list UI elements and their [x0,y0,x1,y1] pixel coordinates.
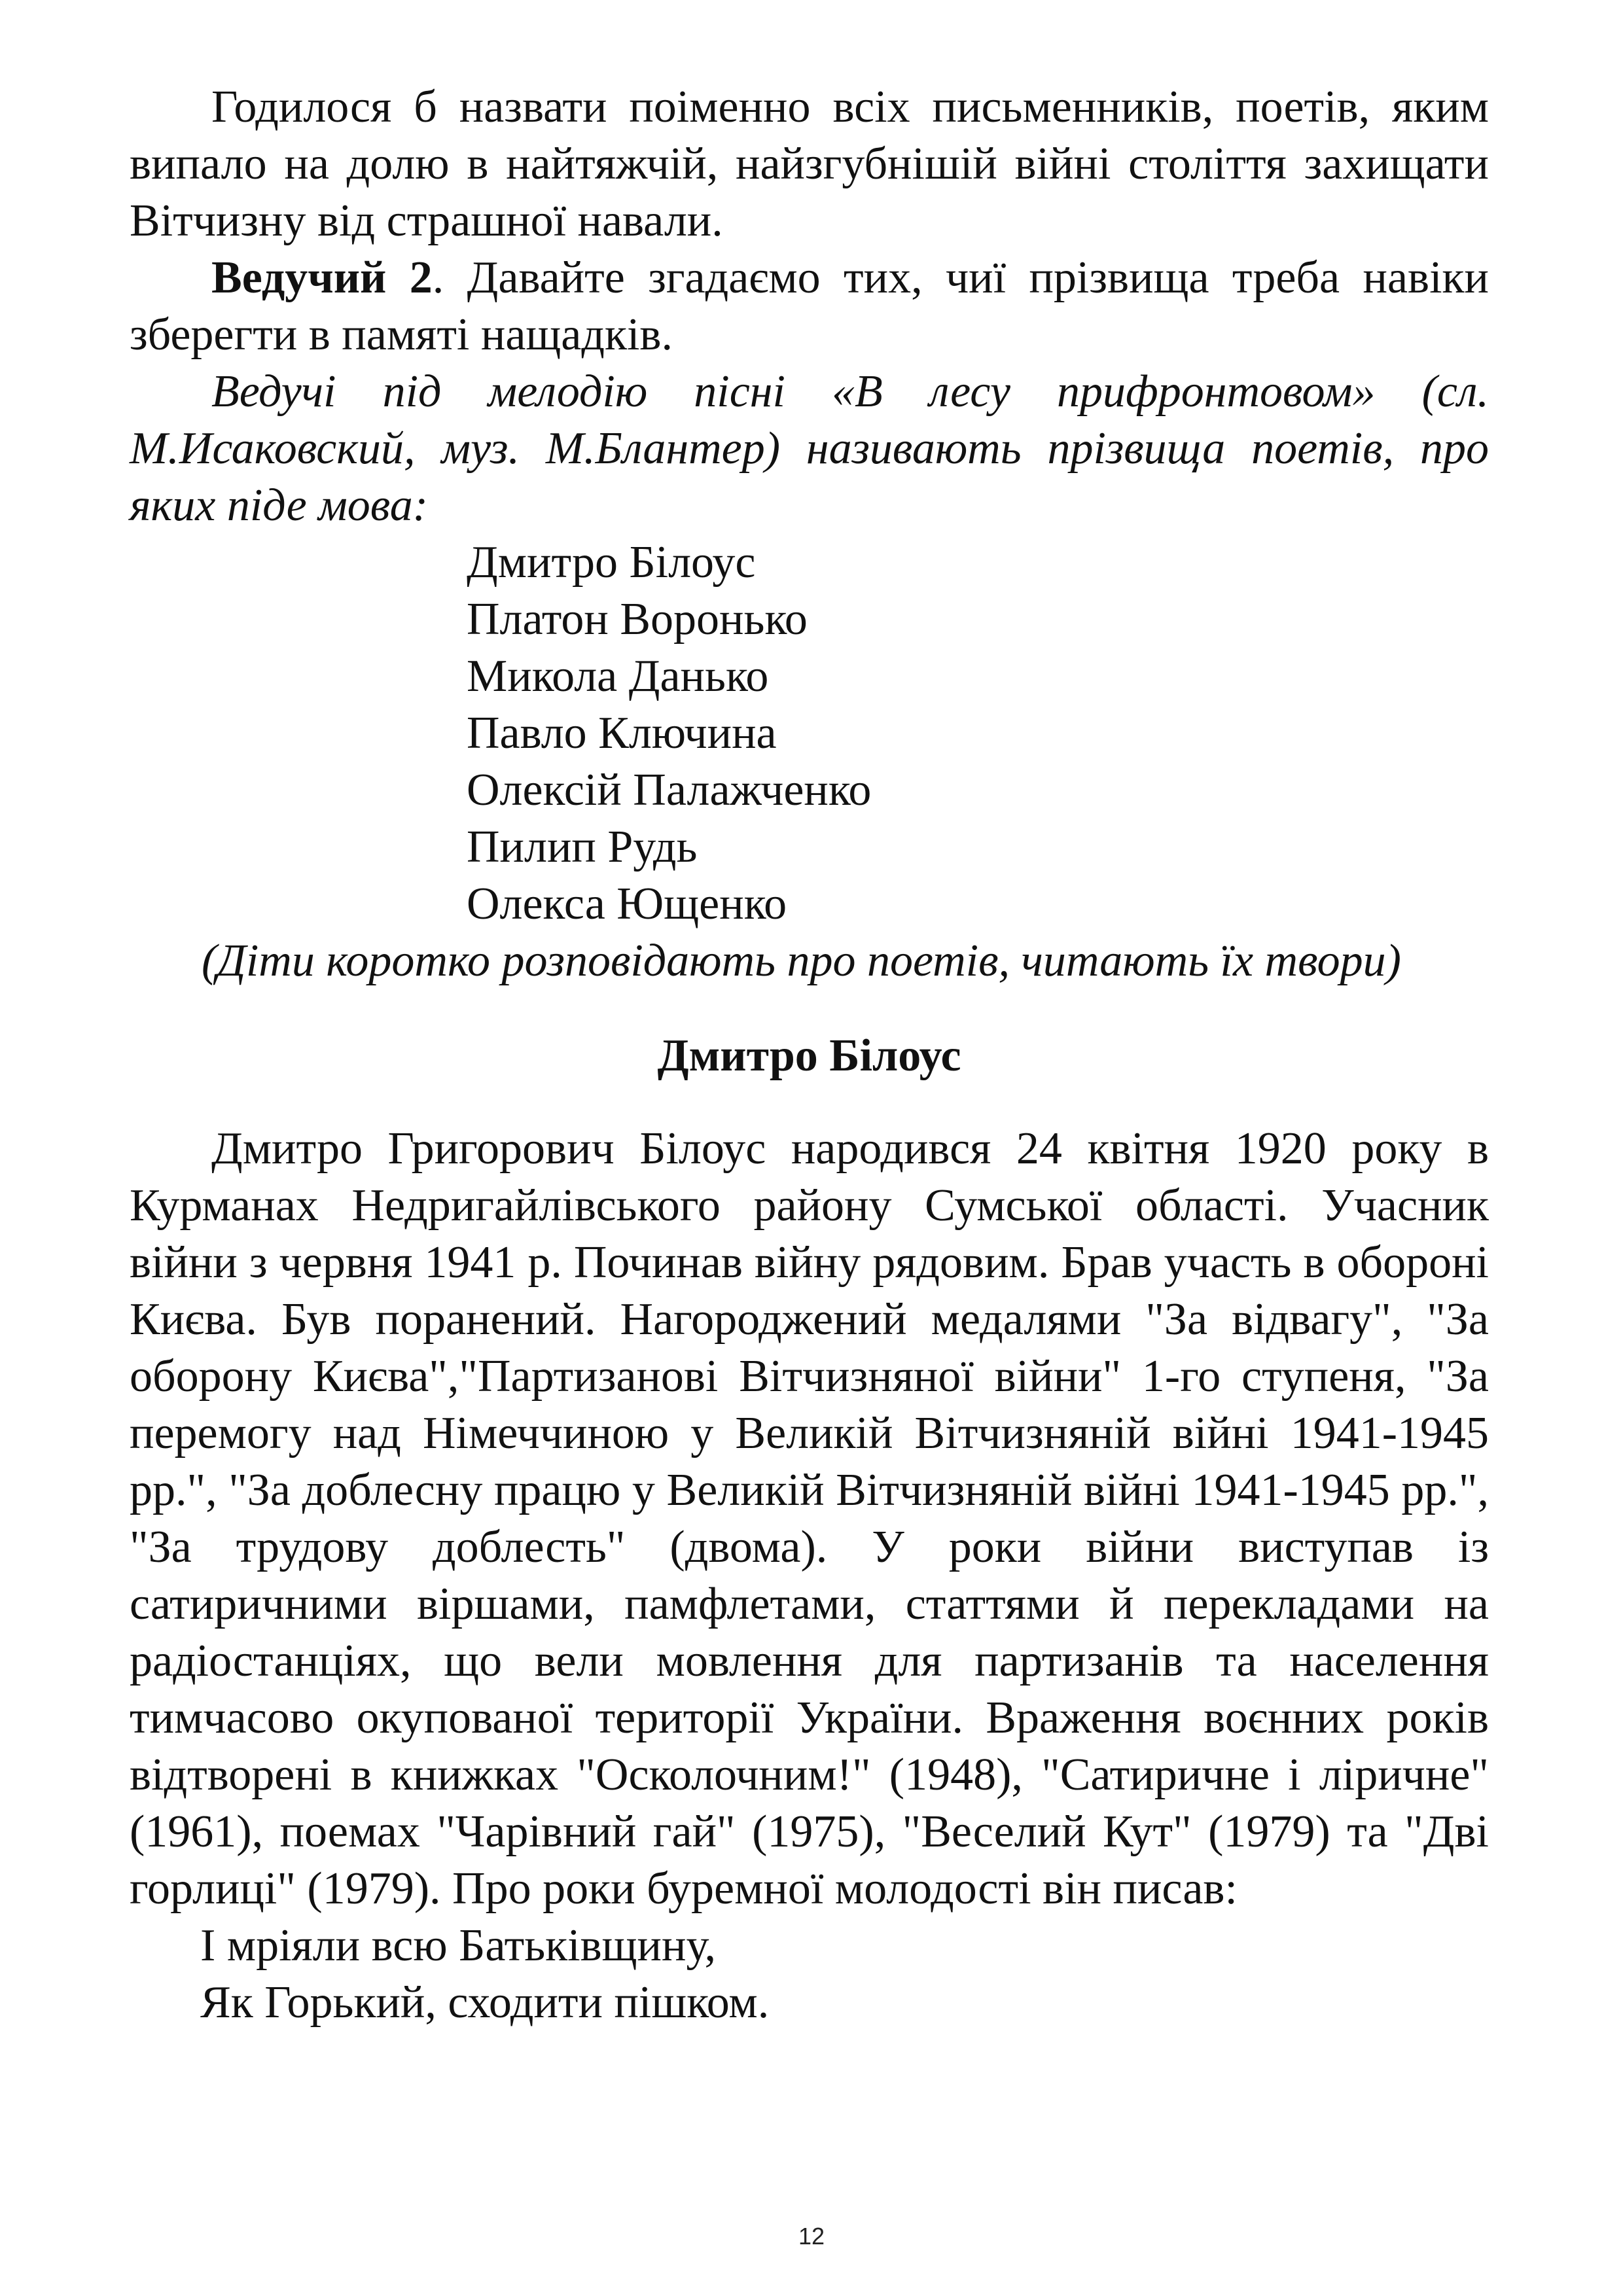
stage-direction: Ведучі під мелодію пісні «В лесу прифронтовом» (сл. М.Исаковский, муз. М.Блантер) називають прізвища поетів, про яких піде мова: [130,366,1489,531]
poet-name: Олекса Ющенко [467,879,787,929]
poet-name: Пилип Рудь [467,822,698,872]
verse-line: Як Горький, сходити пішком. [200,1977,770,2028]
children-note: (Діти коротко розповідають про поетів, читають їх твори) [202,936,1401,986]
biography-paragraph: Дмитро Григорович Білоус народився 24 квітня 1920 року в Курманах Недригайлівського району Сумської області. Учасник війни з червня 1941 р. Починав війну рядовим. Брав участь в обороні Києва. Був поранений. Нагороджений медалями "За відвагу", "За оборону Києва","Партизанові Вітчизняної війни" 1-го ступеня, "За перемогу над Німеччиною у Великій Вітчизняній війні 1941-1945 рр.", "За доблесну працю у Великій Вітчизняній війні 1941-1945 рр.", "За трудову доблесть" (двома). У роки війни виступав із сатиричними віршами, памфлетами, статтями й перекладами на радіостанціях, що вели мовлення для партизанів та населення тимчасово окупованої території України. Враження воєнних років відтворені в книжках "Осколочним!" (1948), "Сатиричне і ліричне" (1961), поемах "Чарівний гай" (1975), "Веселий Кут" (1979) та "Дві горлиці" (1979). Про роки буремної молодості він писав: [130,1123,1489,1914]
section-title: Дмитро Білоус [657,1031,961,1081]
poet-name: Павло Ключина [467,708,777,758]
host-speaker: Ведучий 2 [211,253,433,303]
verse-line: І мріяли всю Батьківщину, [200,1920,716,1971]
host-line [130,249,1489,363]
poet-name: Микола Данько [467,651,769,701]
host-text: . Давайте згадаємо тих, чиї прізвища треба навіки зберегти в памяті нащадків. [130,253,1489,360]
intro-paragraph: Годилося б назвати поіменно всіх письменників, поетів, яким випало на долю в найтяжчій, найзгубнішій війні століття захищати Вітчизну від страшної навали. [130,82,1489,246]
poet-name: Дмитро Білоус [467,537,756,588]
page-number: 12 [798,2223,825,2250]
poet-list [467,534,1489,932]
poet-name: Олексій Палажченко [467,765,872,815]
poet-name: Платон Воронько [467,594,808,645]
